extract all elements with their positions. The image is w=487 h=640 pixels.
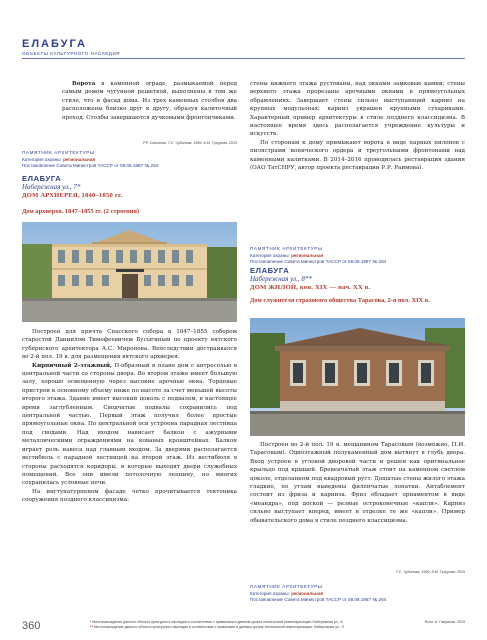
gate-lead: Ворота <box>72 81 96 87</box>
facade-description: стены нижнего этажа рустованы, над окнами замковые камни; стены верхнего этажа прорезаны арочными окнами в прямоугольных обрамлениях. Завершает стены сильно выступающий карниз на крупных модульонах; карниз украшен крупными сухариками. Характерный пример архитектуры в стиле позднего классицизма. В настоящее время здесь располагается учреждение культуры и искусств. <box>250 81 465 138</box>
structure-text: П-образный в плане дом с антресолью в центральной части со стороны двора. Во втором этаже имеет большую залу, хорошо освещенную через высокие арочные окна. Торцевые пристрои к основному объему ниже по высоте за счет меньшей высоты второго этажа. Здание имеет высокий цоколь с подвалом, в настоящее время заглубленным. Сводчатые подвалы сохранились под центральной частью. Первый этаж получил более простые прямоугольные окна. По центральной оси устроена парадная лестница под сводами. Над входом нависает балкон с ажурными металлическими ограждениями на кованых кронштейнах. Балкон играет роль навеса над главным входом. За дверями располагается вестибюль с парадной лестницей на второй этаж. Из вестибюля в стороны расходятся коридоры, в которые выходят двери служебных помещений. Все они имели потолочную лепнину, но многих сохранилась условные печи. <box>22 362 237 487</box>
category-label: Категория охраны: <box>22 156 64 162</box>
object-name: ДОМ ЖИЛОЙ, кон. XIX — нач. XX в. <box>250 283 371 291</box>
footnote-marker: ** <box>90 625 93 629</box>
city-name: ЕЛАБУГА <box>22 174 62 183</box>
city-name: ЕЛАБУГА <box>250 266 290 275</box>
gate-text: в каменной ограде, размыкаемой перед самым домом чугунной решеткой, выполнены в том же стиле, что и фасад дома. Из трех каменных столбов два расположены близко друг к другу, образуя калиточный проход. Столбы завершаются дучковыми фронтончиками. <box>62 81 237 121</box>
structure-lead: Кирпичный 2-этажный, <box>32 362 112 369</box>
photo-tarasov-house <box>250 318 465 436</box>
monument-info-3 <box>250 584 465 604</box>
page-number: 360 <box>22 620 41 632</box>
object-heading-1 <box>22 175 237 200</box>
bishop-house-illustration <box>22 222 237 322</box>
category-value: региональная <box>291 252 324 258</box>
monument-type: ПАМЯТНИК АРХИТЕКТУРЫ <box>250 246 323 251</box>
photo-credit: Фото: А. Гаврилов, 2019 <box>424 620 465 624</box>
footnote-marker: * <box>90 620 92 624</box>
footnote-2 <box>90 625 350 630</box>
decree-text: Постановление Совета Министров ТАССР от 08.06.1987 № 264 <box>250 597 387 603</box>
tarasov-house-illustration <box>250 318 465 436</box>
facade-intro: На ингтунатурпеном фасаде четко прочитывается тектоника сооружения позднего классицизма: <box>22 488 237 504</box>
monument-type: ПАМЯТНИК АРХИТЕКТУРЫ <box>250 584 323 589</box>
tarasov-house-description: Построен во 2-й пол. 19 в. мещанином Тарасовым (возможно, П.И. Тарасовым). Одноэтажный полукаменный дом вытянут в глубь двора. Вход устроен в угловой дворовой части и решен как оригинальное крыльцо под крышей. Бревенчатый этаж стоит на каменном светлом цоколе, отделанном под квадровый руст. Дощатые стены жилого этажа гладкие, по углам выведены филенчатые лопатки. Антаблемент состоит из фриза и карниза. Фриз обладает орнаментом в виде «меандра», под доской — резные остроконечные «капли». Карниз сильно выступает вперед, имеет в отделке те же «капли». Пример обывательского дома в стиле позднего классицизма. <box>250 442 465 524</box>
category-value: региональная <box>291 590 324 596</box>
object-name: ДОМ АРХИЕРЕЯ, 1840–1850 гг. <box>22 191 123 199</box>
street-address: Набережная ул., 7* <box>22 183 81 192</box>
author-credit: Р.Р. Салихова, Т.С. Чудинова, 1999; А.М. Тухурова, 2019 <box>143 141 237 145</box>
monument-info-1 <box>22 150 237 170</box>
gates-description: По сторонам к дому примыкают ворота в виде парных пилонов с пилястрами ионического ордера и треугольными фронтонами над каменными калитками. В 2014–2016 проводилась реставрация здания (ОАО ТатСНРУ, автор проекта реставрации Р.Р. Раимова). <box>250 139 465 172</box>
photo-bishop-house <box>22 222 237 322</box>
category-label: Категория охраны: <box>250 590 292 596</box>
decree-text: Постановление Совета Министров ТАССР от 08.06.1987 № 264 <box>22 163 159 169</box>
monument-info-2 <box>250 246 465 266</box>
footnotes <box>90 620 350 630</box>
photo-caption-1: Дом архиерея. 1847–1855 гг. (2 строения) <box>22 208 140 215</box>
street-address: Набережная ул., 8** <box>250 275 312 284</box>
section-subtitle: ОБЪЕКТЫ КУЛЬТУРНОГО НАСЛЕДИЯ <box>22 51 121 56</box>
history-paragraph: Построен для причта Спасского собора в 1847–1855 собором старостой Даниилом Тимофеевичем Бусыгиным по проекту вятского губернского архитектора А.С. Миронова. Впоследствии достраивался во 2-й пол. 19 в. для размещения вятского архиерея. <box>22 329 237 361</box>
footnote-text: Местонахождение данного объекта культурного наследия в соответствии с правилами в данным органа технической инвентаризации: Набережная ул., 8. <box>92 620 344 624</box>
category-value: региональная <box>63 156 96 162</box>
author-credit: Т.С. Чудинова, 1999; А.М. Тухурова, 2019 <box>395 570 465 574</box>
text-column-right-top <box>250 80 465 172</box>
text-column-left-top <box>62 80 237 122</box>
monument-type: ПАМЯТНИК АРХИТЕКТУРЫ <box>22 150 95 155</box>
section-title: ЕЛАБУГА <box>22 38 87 50</box>
header-divider <box>22 58 465 59</box>
footnote-text: Местонахождение данного объекта культурного наследия в соответствии с правилами в данным органа технической инвентаризации: Набережная ул., 9. <box>93 625 345 629</box>
category-label: Категория охраны: <box>250 252 292 258</box>
text-column-right-bottom <box>250 441 465 525</box>
decree-text: Постановление Совета Министров ТАССР от 08.06.1987 № 264 <box>250 259 387 265</box>
photo-caption-2: Дом служителя страхового общества Тарасова, 2-я пол. XIX в. <box>250 297 430 304</box>
object-heading-2 <box>250 267 465 292</box>
text-column-left-bottom <box>22 328 237 505</box>
